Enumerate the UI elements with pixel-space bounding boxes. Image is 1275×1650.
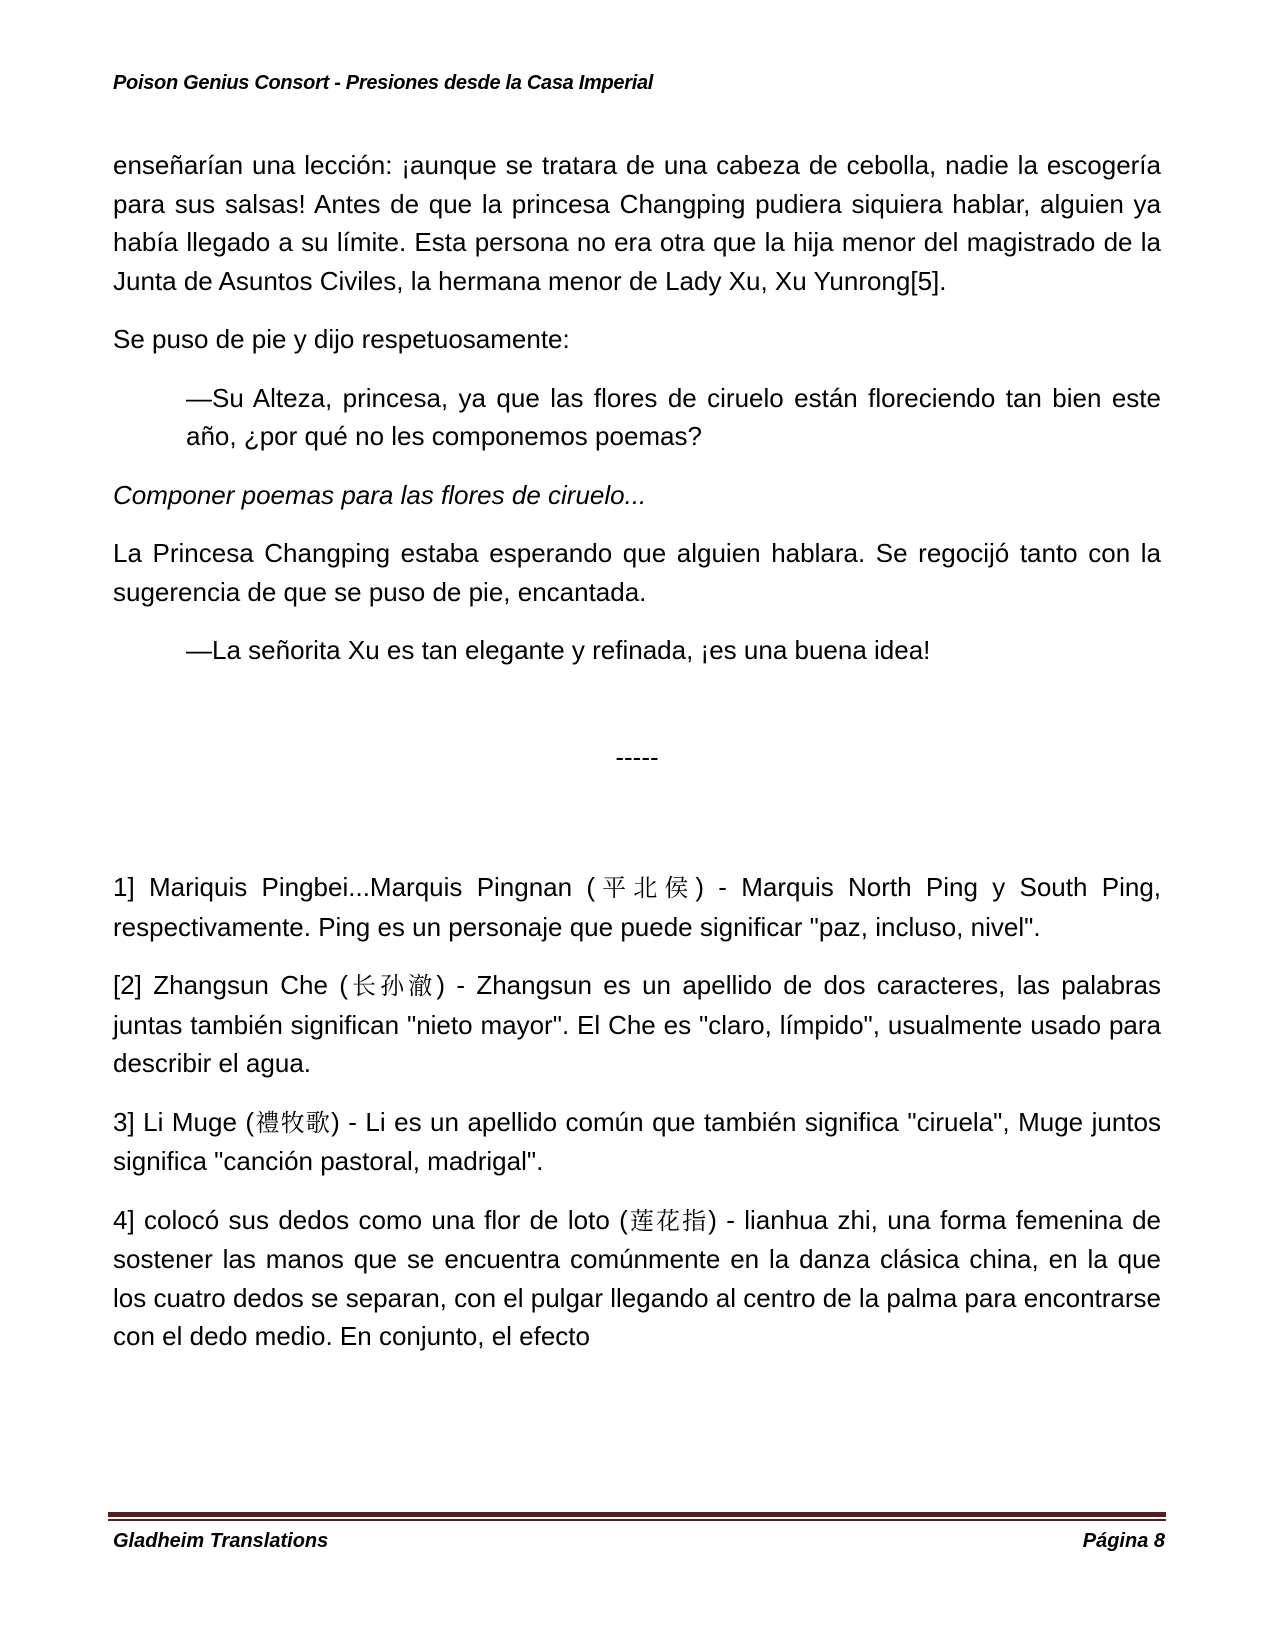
- page-content: [113, 146, 1161, 1376]
- footnote-text: ) - Zhangsun es un apellido de dos caracteres, las palabras juntas también significan "nieto mayor". El Che es "claro, límpido", usualmente usado para describir el agua.: [113, 970, 1162, 1078]
- footnote-text: 4] colocó sus dedos como una flor de loto (: [113, 1204, 628, 1235]
- footnote-4: [113, 1201, 1161, 1356]
- dialogue-paragraph: —La señorita Xu es tan elegante y refinada, ¡es una buena idea!: [186, 635, 931, 665]
- footnote-text: 1] Mariquis Pingbei...Marquis Pingnan (: [113, 872, 596, 902]
- footnote-text: ) - lianhua zhi, una forma femenina de sostener las manos que se encuentra comúnmente en la danza clásica china, en la que los cuatro dedos se separan, con el pulgar llegando al centro de la palma para encontrarse con el dedo medio. En conjunto, el efecto: [113, 1204, 1161, 1351]
- section-separator: -----: [615, 741, 659, 772]
- footer-divider: [108, 1512, 1166, 1524]
- footnote-3: [113, 1103, 1161, 1181]
- footnote-text: [2] Zhangsun Che (: [113, 970, 348, 1000]
- body-paragraph: La Princesa Changping estaba esperando que alguien hablara. Se regocijó tanto con la sugerencia de que se puso de pie, encantada.: [113, 538, 1161, 607]
- footer-page-number: Página 8: [1082, 1530, 1165, 1552]
- footer-divider-thick-line: [108, 1512, 1166, 1517]
- footnote-text: 3] Li Muge (: [113, 1106, 255, 1137]
- footnote-text: ) - Marquis North Ping y South Ping, respectivamente. Ping es un personaje que puede significar "paz, incluso, nivel".: [113, 872, 1162, 942]
- body-paragraph: enseñarían una lección: ¡aunque se tratara de una cabeza de cebolla, nadie la escogería para sus salsas! Antes de que la princesa Changping pudiera siquiera hablar, alguien ya había llegado a su límite. Esta persona no era otra que la hija menor del magistrado de la Junta de Asuntos Civiles, la hermana menor de Lady Xu, Xu Yunrong[5].: [113, 150, 1161, 296]
- footer-publisher: Gladheim Translations: [113, 1530, 329, 1552]
- footer-divider-thin-line: [108, 1519, 1166, 1521]
- running-header-title: Poison Genius Consort - Presiones desde la Casa Imperial: [113, 72, 654, 94]
- footnote-chinese-characters: 平北侯: [595, 874, 696, 902]
- footnote-chinese-characters: 莲花指: [627, 1206, 709, 1235]
- footnote-chinese-characters: 禮牧歌: [254, 1108, 332, 1137]
- footnote-text: ) - Li es un apellido común que también significa "ciruela", Muge juntos significa "canción pastoral, madrigal".: [113, 1106, 1161, 1176]
- dialogue-paragraph: —Su Alteza, princesa, ya que las flores de ciruelo están floreciendo tan bien este año, ¿por qué no les componemos poemas?: [186, 382, 1161, 451]
- body-paragraph: Se puso de pie y dijo respetuosamente:: [113, 324, 570, 354]
- footnote-2: [113, 966, 1161, 1083]
- footnote-chinese-characters: 长孙澈: [347, 972, 437, 1000]
- italic-thought-paragraph: Componer poemas para las flores de ciruelo...: [113, 479, 647, 510]
- footnote-1: [113, 868, 1161, 946]
